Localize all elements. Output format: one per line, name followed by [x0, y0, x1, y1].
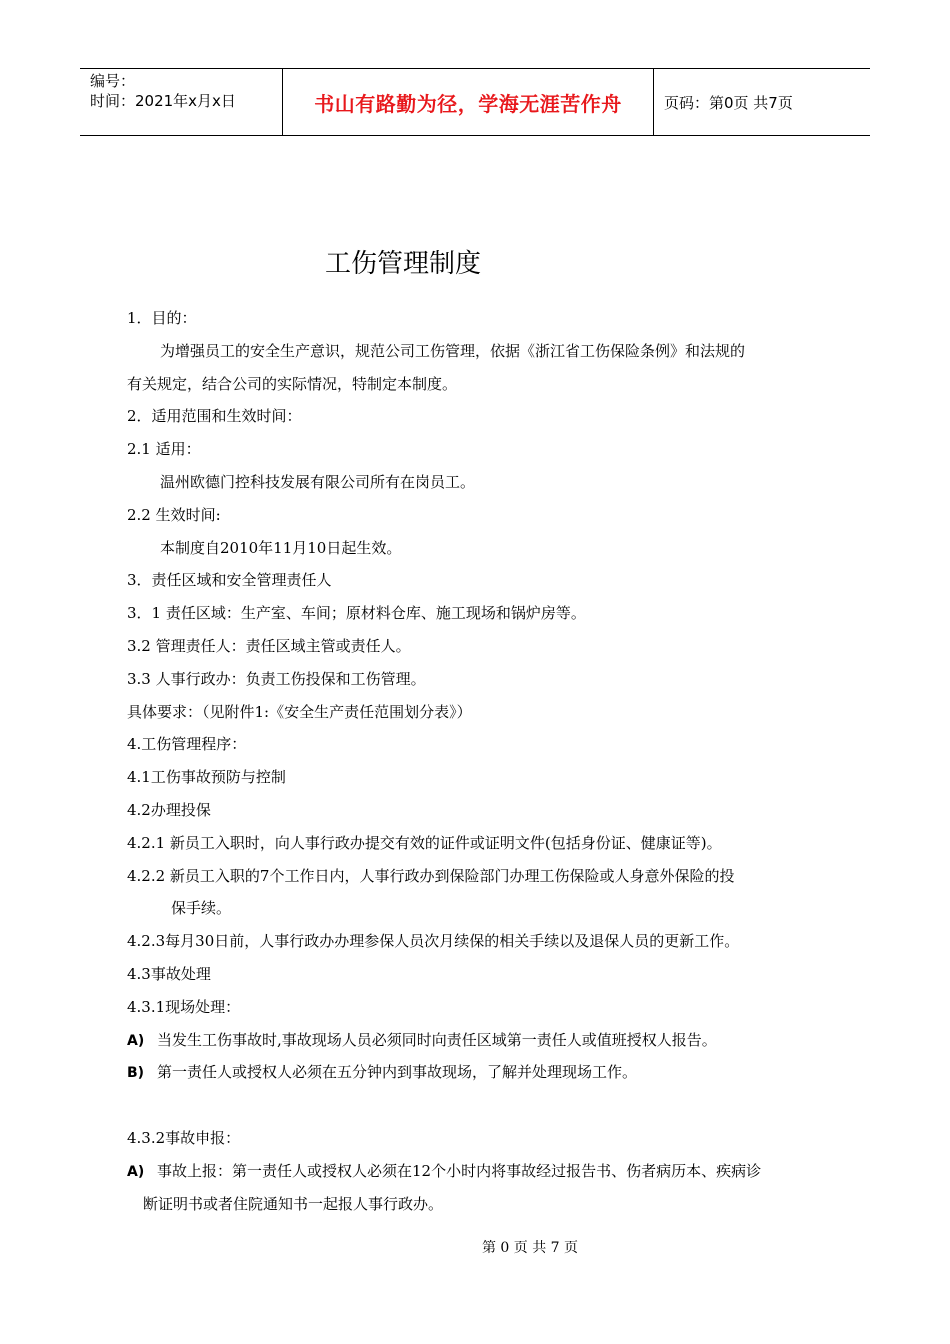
document-title: 工伤管理制度 — [324, 249, 481, 279]
paragraph-line: 本制度自2010年11月10日起生效。 — [160, 538, 402, 557]
subsection-heading: 4.3事故处理 — [127, 964, 211, 983]
document-time: 时间：2021年x月x日 — [90, 92, 236, 110]
subsection-heading: 4.3.1现场处理： — [127, 997, 241, 1016]
page-number: 第 0 页 共 7 页 — [481, 1240, 579, 1256]
subsection-heading: 2.2 生效时间: — [127, 505, 221, 524]
page-header — [80, 68, 870, 136]
blank-line — [127, 1089, 850, 1122]
paragraph-line: 温州欧德门控科技发展有限公司所有在岗员工。 — [160, 472, 476, 491]
paragraph-line: 有关规定，结合公司的实际情况，特制定本制度。 — [127, 374, 458, 393]
clause-line: 4.2.1 新员工入职时，向人事行政办提交有效的证件或证明文件(包括身份证、健康证等)。 — [127, 833, 722, 852]
header-meta — [80, 69, 282, 135]
document-number-label: 编号： — [90, 72, 136, 90]
subsection-heading: 2.1 适用： — [127, 440, 201, 459]
list-item-text: 第一责任人或授权人必须在五分钟内到事故现场，了解并处理现场工作。 — [157, 1063, 638, 1082]
subsection-heading: 4.3.2事故申报： — [127, 1129, 241, 1148]
clause-line: 3.2 管理责任人：责任区域主管或责任人。 — [127, 636, 411, 655]
list-item-marker: A) — [127, 1163, 145, 1180]
list-item-marker: B) — [127, 1065, 145, 1082]
clause-line: 4.2.3每月30日前，人事行政办办理参保人员次月续保的相关手续以及退保人员的更新工作。 — [127, 932, 740, 951]
list-item-text: 当发生工伤事故时,事故现场人员必须同时向责任区域第一责任人或值班授权人报告。 — [157, 1030, 717, 1049]
header-motto-cell — [282, 69, 654, 135]
list-item-continuation: 断证明书或者住院通知书一起报人事行政办。 — [143, 1194, 444, 1213]
list-item — [127, 1056, 850, 1089]
clause-line: 3．1 责任区域：生产室、车间；原材料仓库、施工现场和锅炉房等。 — [127, 604, 586, 623]
list-item — [127, 1024, 850, 1057]
subsection-heading: 4.2办理投保 — [127, 800, 211, 819]
clause-line: 4.2.2 新员工入职的7个工作日内，人事行政办到保险部门办理工伤保险或人身意外保险的投 — [127, 866, 735, 885]
page-info-text: 页码：第0页 共7页 — [664, 93, 793, 112]
list-item — [127, 1155, 850, 1188]
clause-line: 具体要求：（见附件1:《安全生产责任范围划分表》） — [127, 702, 472, 721]
header-page-info — [654, 69, 870, 135]
section-heading: 2．适用范围和生效时间： — [127, 407, 302, 426]
section-heading: 1．目的： — [127, 309, 197, 327]
document-body — [127, 302, 850, 1221]
clause-continuation: 保手续。 — [171, 899, 232, 918]
paragraph-line: 为增强员工的安全生产意识，规范公司工伤管理，依据《浙江省工伤保险条例》和法规的 — [160, 341, 746, 360]
list-item-marker: A) — [127, 1032, 145, 1049]
list-item-text: 事故上报：第一责任人或授权人必须在12个小时内将事故经过报告书、伤者病历本、疾病诊 — [157, 1161, 762, 1180]
motto-text: 书山有路勤为径，学海无涯苦作舟 — [314, 91, 622, 116]
section-heading: 4.工伤管理程序： — [127, 735, 247, 754]
page-footer — [0, 1237, 950, 1259]
clause-line: 3.3 人事行政办：负责工伤投保和工伤管理。 — [127, 669, 426, 688]
subsection-heading: 4.1工伤事故预防与控制 — [127, 768, 286, 787]
section-heading: 3．责任区域和安全管理责任人 — [127, 571, 332, 590]
